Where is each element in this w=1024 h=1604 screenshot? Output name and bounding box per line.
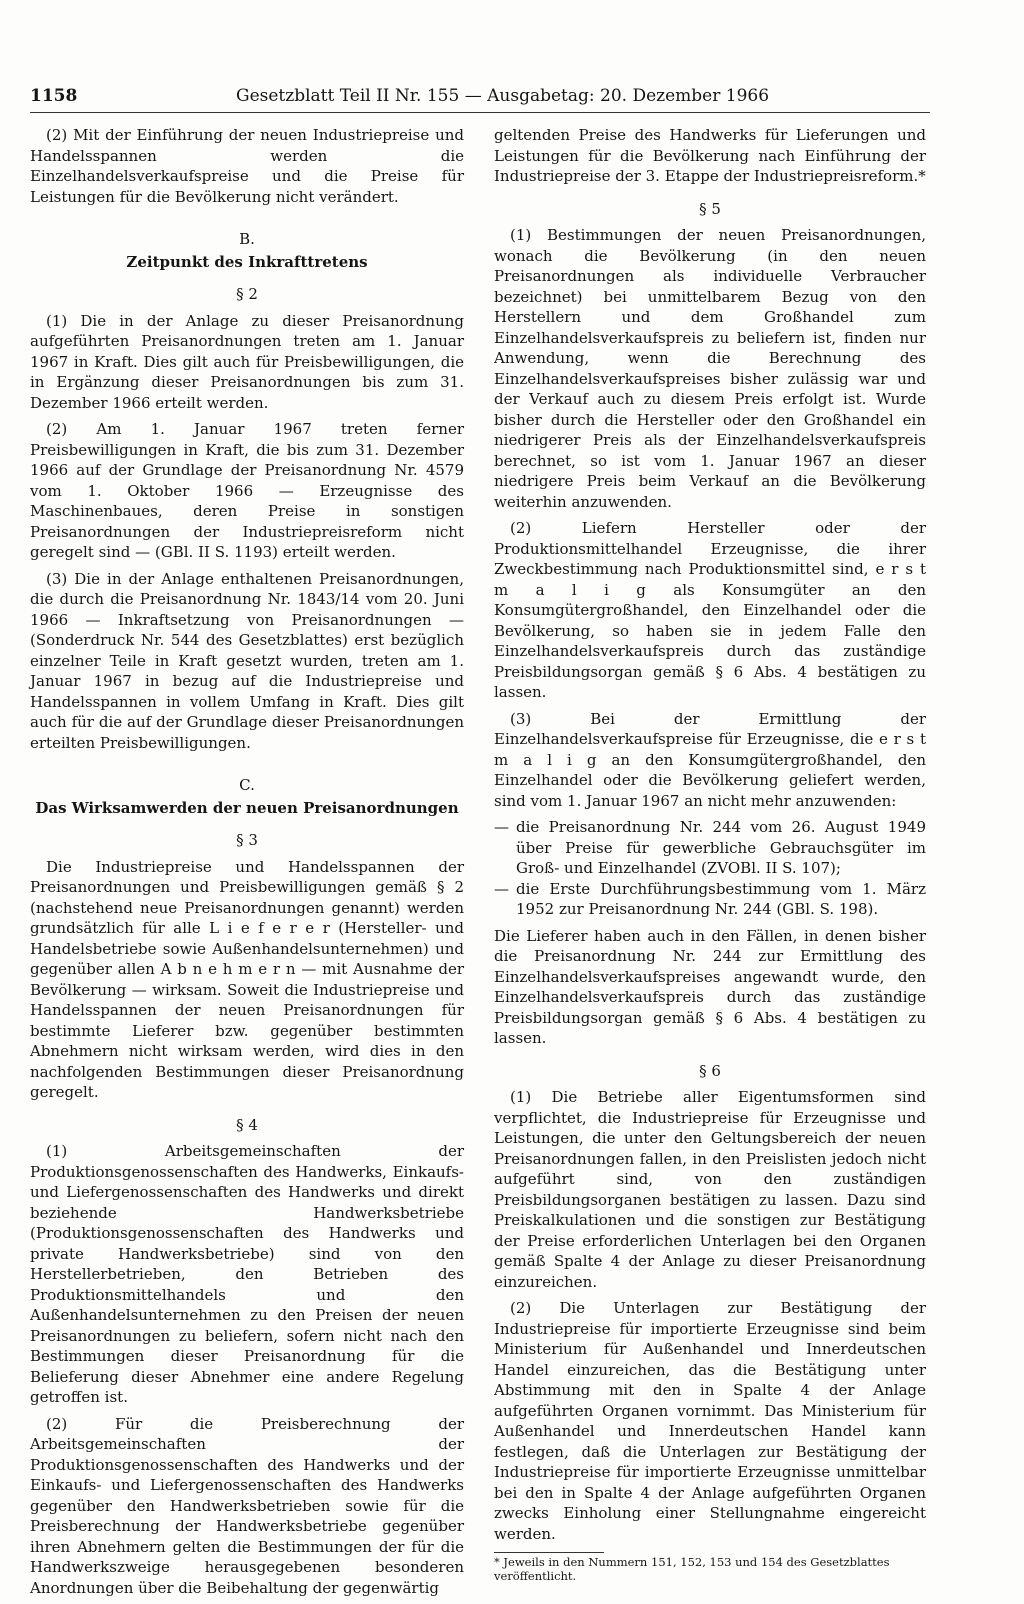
paragraph: (2) Mit der Einführung der neuen Industriepreise und Handelsspannen werden die Einzelhandelsverkaufspreise und die Preise für Leistungen für die Bevölkerung nicht verändert.: [30, 126, 464, 206]
left-column: [30, 125, 464, 1604]
section-3-heading: § 3: [236, 831, 258, 849]
paragraph: Die Industriepreise und Handelsspannen der Preisanordnungen und Preisbewilligungen gemäß § 2 (nachstehend neue Preisanordnungen genannt) werden grundsätzlich für alle L i e f e r e r (Hersteller- und Handelsbetriebe sowie Außenhandelsunternehmen) und gegenüber allen A b n e h m e r n — mit Ausnahme der Bevölkerung — wirksam. Soweit die Industriepreise und Handelsspannen der neuen Preisanordnungen für bestimmte Lieferer bzw. gegenüber bestimmten Abnehmern nicht wirksam werden, wird dies in den nachfolgenden Bestimmungen dieser Preisanordnung geregelt.: [30, 857, 464, 1101]
part-c-heading: Das Wirksamwerden der neuen Preisanordnungen: [35, 798, 459, 817]
section-4-heading: § 4: [236, 1115, 258, 1134]
page-number: 1158: [30, 86, 78, 106]
paragraph: (1) Arbeitsgemeinschaften der Produktionsgenossenschaften des Handwerks, Einkaufs- und Liefergenossenschaften des Handwerks und direkt beziehende Handwerksbetriebe (Produktionsgenossenschaften des Handwerks und private Handwerksbetriebe) sind von den Herstellerbetrieben, den Betrieben des Produktionsmittelhandels und den Außenhandelsunternehmen zu den Preisen der neuen Preisanordnungen zu beliefern, sofern nicht nach den Bestimmungen dieser Preisanordnung für die Belieferung dieser Abnehmer eine andere Regelung getroffen ist.: [30, 1142, 464, 1406]
right-column: [494, 125, 926, 1583]
paragraph: (1) Die in der Anlage zu dieser Preisanordnung aufgeführten Preisanordnungen treten am 1. Januar 1967 in Kraft. Dies gilt auch für Preisbewilligungen, die in Ergänzung dieser Preisanordnungen bis zum 31. Dezember 1966 erteilt werden.: [30, 311, 464, 412]
header-title: Gesetzblatt Teil II Nr. 155 — Ausgabetag: 20. Dezember 1966: [236, 86, 770, 106]
footnote: * Jeweils in den Nummern 151, 152, 153 und 154 des Gesetzblattes veröffentlicht.: [494, 1555, 890, 1583]
paragraph: (2) Für die Preisberechnung der Arbeitsgemeinschaften der Produktionsgenossenschaften des Handwerks und der Einkaufs- und Liefergenossenschaften des Handwerks gegenüber den Handwerksbetrieben sowie für die Preisberechnung der Handwerksbetriebe gegenüber ihren Abnehmern gelten die Bestimmungen der für die Handwerkszweige herausgegebenen besonderen Anordnungen über die Beibehaltung der gegenwärtig: [30, 1414, 464, 1597]
paragraph: (2) Am 1. Januar 1967 treten ferner Preisbewilligungen in Kraft, die bis zum 31. Dezember 1966 auf der Grundlage der Preisanordnung Nr. 4579 vom 1. Oktober 1966 — Erzeugnisse des Maschinenbaues, deren Preise in sonstigen Preisanordnungen der Industriepreisreform nicht geregelt sind — (GBl. II S. 1193) erteilt werden.: [30, 420, 464, 561]
paragraph: Die Lieferer haben auch in den Fällen, in denen bisher die Preisanordnung Nr. 244 zur Ermittlung des Einzelhandelsverkaufspreises angewandt wurde, den Einzelhandelsverkaufspreis durch das zuständige Preisbildungsorgan gemäß § 6 Abs. 4 bestätigen zu lassen.: [494, 926, 926, 1047]
paragraph: (3) Die in der Anlage enthaltenen Preisanordnungen, die durch die Preisanordnung Nr. 1843/14 vom 20. Juni 1966 — Inkraftsetzung von Preisanordnungen — (Sonderdruck Nr. 544 des Gesetzblattes) erst bezüglich einzelner Teile in Kraft gesetzt wurden, treten am 1. Januar 1967 in bezug auf die Industriepreise und Handelsspannen in vollem Umfang in Kraft. Dies gilt auch für die auf der Grundlage dieser Preisanordnungen erteilten Preisbewilligungen.: [30, 569, 464, 752]
dash-list: [494, 817, 926, 920]
footnote-rule: [494, 1552, 604, 1553]
paragraph: (1) Die Betriebe aller Eigentumsformen sind verpflichtet, die Industriepreise für Erzeugnisse und Leistungen, die unter den Geltungsbereich der neuen Preisanordnungen fallen, in den Preislisten jedoch nicht aufgeführt sind, von den zuständigen Preisbildungsorganen bestätigen zu lassen. Dazu sind Preiskalkulationen und die sonstigen zur Bestätigung der Preise erforderlichen Unterlagen bei den Organen gemäß Spalte 4 der Anlage zu dieser Preisanordnung einzureichen.: [494, 1088, 926, 1291]
section-5-heading: § 5: [699, 199, 721, 218]
list-item: — die Erste Durchführungsbestimmung vom 1. März 1952 zur Preisanordnung Nr. 244 (GBl. S. 198).: [494, 879, 926, 920]
paragraph: (2) Die Unterlagen zur Bestätigung der Industriepreise für importierte Erzeugnisse sind beim Ministerium für Außenhandel und Innerdeutschen Handel einzureichen, das die Bestätigung unter Abstimmung mit den in Spalte 4 der Anlage aufgeführten Organen vornimmt. Das Ministerium für Außenhandel und Innerdeutschen Handel kann festlegen, daß die Unterlagen zur Bestätigung der Industriepreise für importierte Erzeugnisse unmittelbar bei den in Spalte 4 der Anlage aufgeführten Organen zwecks Einholung einer Stellungnahme eingereicht werden.: [494, 1299, 926, 1543]
paragraph-continuation: geltenden Preise des Handwerks für Lieferungen und Leistungen für die Bevölkerung nach Einführung der Industriepreise der 3. Etappe der Industriepreisreform.*: [494, 126, 926, 185]
list-item: — die Preisanordnung Nr. 244 vom 26. August 1949 über Preise für gewerbliche Gebrauchsgüter im Groß- und Einzelhandel (ZVOBl. II S. 107);: [494, 817, 926, 879]
paragraph: (1) Bestimmungen der neuen Preisanordnungen, wonach die Bevölkerung (in den neuen Preisanordnungen als individuelle Verbraucher bezeichnet) bei unmittelbarem Bezug von den Herstellern und dem Großhandel zum Einzelhandelsverkaufspreis zu beliefern ist, finden nur Anwendung, wenn die Berechnung des Einzelhandelsverkaufspreises bisher zulässig war und der Verkauf auch zu diesem Preis erfolgt ist. Wurde bisher durch die Hersteller oder den Großhandel ein niedrigerer Preis als der Einzelhandelsverkaufspreis berechnet, so ist vom 1. Januar 1967 an dieser niedrigere Preis beim Verkauf an die Bevölkerung weiterhin anzuwenden.: [494, 226, 926, 511]
part-b-heading: Zeitpunkt des Inkrafttretens: [126, 252, 368, 271]
page-header: [30, 86, 930, 113]
part-c-letter: C.: [239, 776, 255, 794]
part-b-letter: B.: [239, 230, 255, 248]
section-6-heading: § 6: [699, 1061, 721, 1080]
paragraph: (3) Bei der Ermittlung der Einzelhandelsverkaufspreise für Erzeugnisse, die e r s t m a l i g an den Konsumgütergroßhandel, den Einzelhandel oder die Bevölkerung geliefert werden, sind vom 1. Januar 1967 an nicht mehr anzuwenden:: [494, 709, 926, 810]
paragraph: (2) Liefern Hersteller oder der Produktionsmittelhandel Erzeugnisse, die ihrer Zweckbestimmung nach Produktionsmittel sind, e r s t m a l i g als Konsumgüter an den Konsumgütergroßhandel, den Einzelhandel oder die Bevölkerung, so haben sie in jedem Falle den Einzelhandelsverkaufspreis durch das zuständige Preisbildungsorgan gemäß § 6 Abs. 4 bestätigen zu lassen.: [494, 519, 926, 701]
section-2-heading: § 2: [236, 285, 258, 303]
